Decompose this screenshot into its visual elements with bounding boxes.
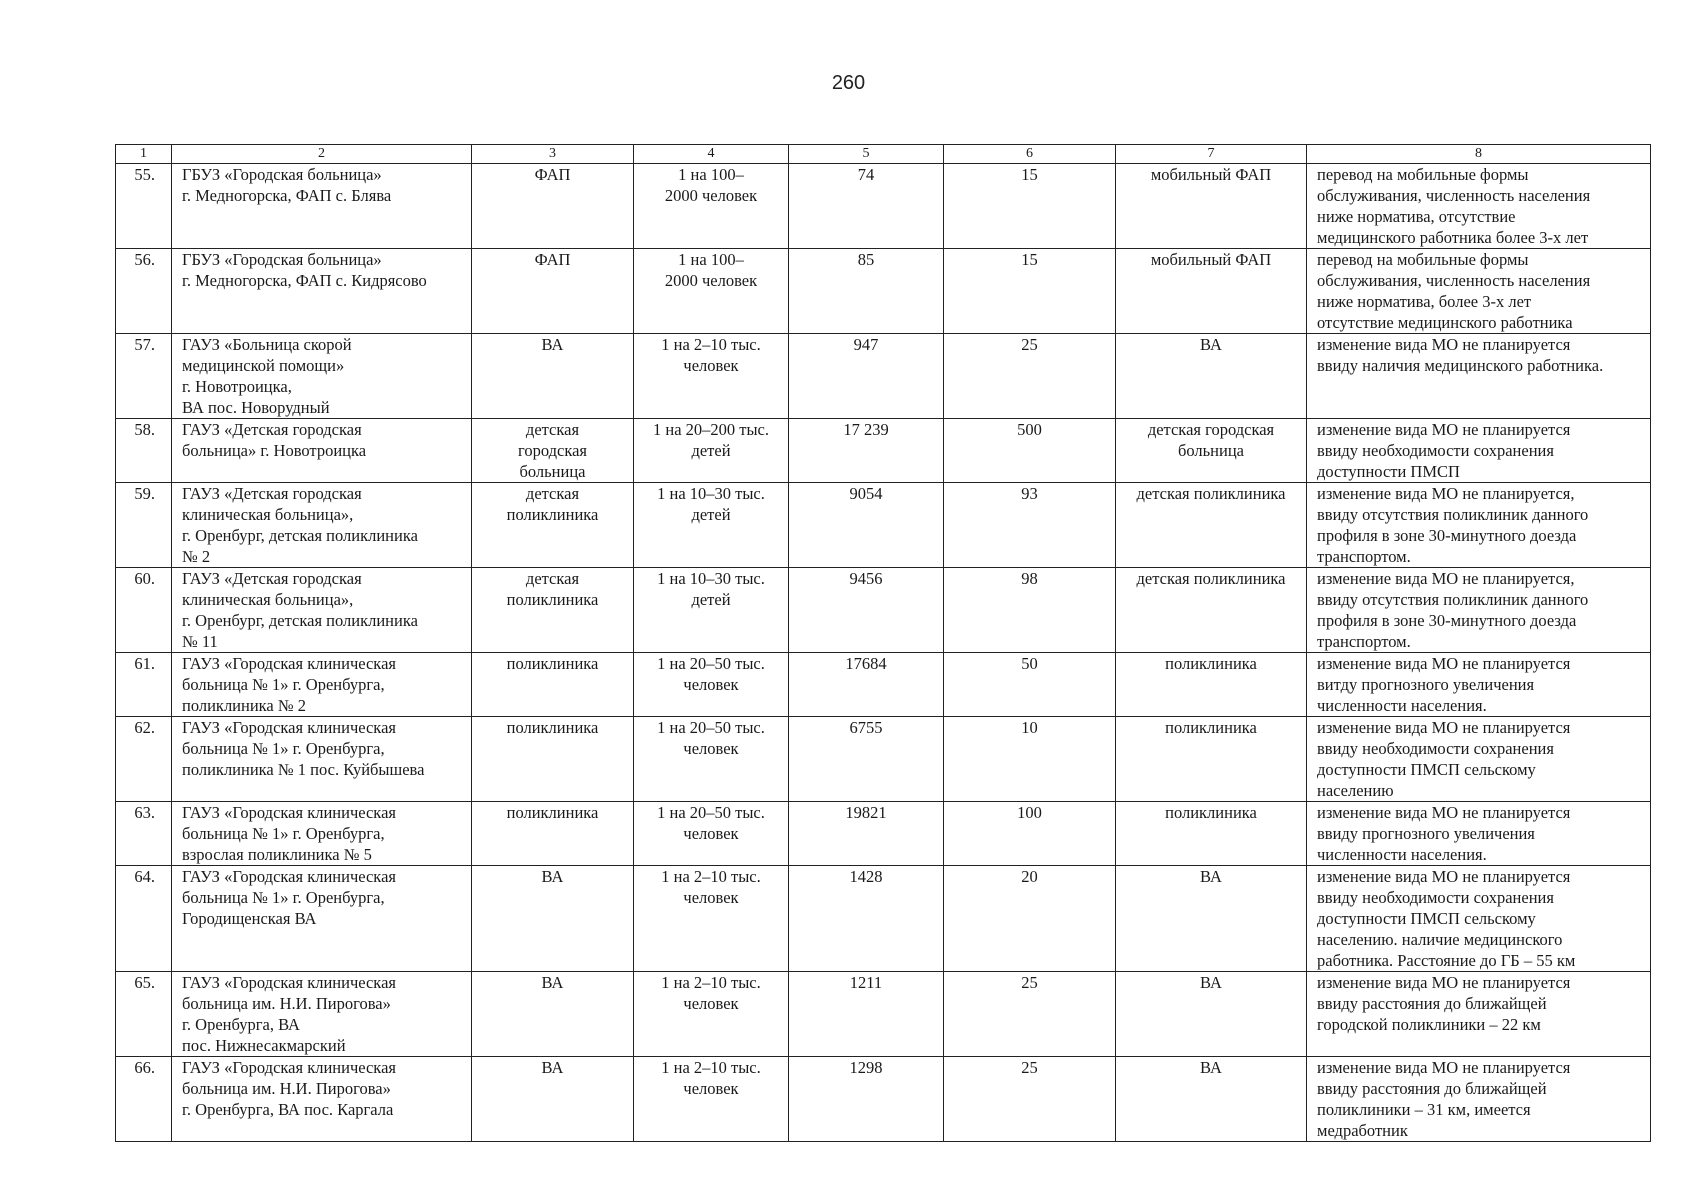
distance-cell: 10: [944, 717, 1116, 802]
new-facility-type-cell-line: ВА: [1200, 973, 1222, 992]
facility-type-cell-line: поликлиника: [506, 803, 599, 822]
organization-name-cell: [172, 972, 472, 1057]
comment-cell-line: численности населения.: [1317, 845, 1487, 864]
facility-type-cell-line: детская: [525, 484, 580, 503]
comment-cell: [1307, 249, 1651, 334]
comment-cell-line: доступности ПМСП сельскому: [1317, 909, 1536, 928]
table-row: [116, 1057, 1651, 1142]
norm-cell-line: 1 на 20–200 тыс.: [652, 420, 770, 439]
norm-cell: [634, 802, 789, 866]
facility-type-cell-line: поликлиника: [506, 654, 599, 673]
comment-cell: [1307, 164, 1651, 249]
organization-name-cell-line: г. Оренбург, детская поликлиника: [182, 526, 418, 545]
norm-cell-line: детей: [691, 590, 731, 609]
distance-cell: 15: [944, 164, 1116, 249]
norm-cell-line: 2000 человек: [664, 271, 758, 290]
norm-cell-line: детей: [691, 441, 731, 460]
row-number-cell: 63.: [116, 802, 172, 866]
row-number-cell: 60.: [116, 568, 172, 653]
comment-cell-line: профиля в зоне 30-минутного доезда: [1317, 526, 1577, 545]
new-facility-type-cell: [1116, 249, 1307, 334]
organization-name-cell-line: ГАУЗ «Больница скорой: [182, 335, 352, 354]
norm-cell: [634, 249, 789, 334]
page-number: 260: [831, 72, 866, 94]
norm-cell: [634, 1057, 789, 1142]
organization-name-cell-line: ГАУЗ «Детская городская: [182, 569, 362, 588]
comment-cell-line: обслуживания, численность населения: [1317, 271, 1591, 290]
distance-cell: 15: [944, 249, 1116, 334]
organization-name-cell: [172, 1057, 472, 1142]
comment-cell-line: изменение вида МО не планируется: [1317, 335, 1571, 354]
facility-type-cell-line: ВА: [541, 973, 564, 992]
population-cell: 1298: [789, 1057, 944, 1142]
comment-cell-line: изменение вида МО не планируется,: [1317, 569, 1575, 588]
facility-type-cell-line: ВА: [541, 1058, 564, 1077]
facility-type-cell: [472, 164, 634, 249]
new-facility-type-cell: [1116, 653, 1307, 717]
norm-cell-line: человек: [683, 675, 739, 694]
organization-name-cell: [172, 483, 472, 568]
column-number-3: 3: [472, 145, 634, 164]
column-number-6: 6: [944, 145, 1116, 164]
column-number-4: 4: [634, 145, 789, 164]
new-facility-type-cell: [1116, 334, 1307, 419]
new-facility-type-cell-line: детская городская: [1147, 420, 1275, 439]
new-facility-type-cell-line: мобильный ФАП: [1150, 250, 1272, 269]
column-number-1: 1: [116, 145, 172, 164]
table-row: [116, 164, 1651, 249]
comment-cell-line: изменение вида МО не планируется,: [1317, 484, 1575, 503]
organization-name-cell-line: клиническая больница»,: [182, 590, 354, 609]
comment-cell-line: работника. Расстояние до ГБ – 55 км: [1317, 951, 1576, 970]
new-facility-type-cell-line: ВА: [1200, 867, 1222, 886]
column-number-7: 7: [1116, 145, 1307, 164]
organization-name-cell-line: клиническая больница»,: [182, 505, 354, 524]
distance-cell: 500: [944, 419, 1116, 483]
norm-cell-line: 1 на 20–50 тыс.: [657, 803, 765, 822]
population-cell: 74: [789, 164, 944, 249]
facility-type-cell: [472, 419, 634, 483]
comment-cell-line: медицинского работника более 3-х лет: [1317, 228, 1589, 247]
organization-name-cell: [172, 568, 472, 653]
organization-name-cell-line: г. Оренбурга, ВА пос. Каргала: [182, 1100, 394, 1119]
comment-cell-line: перевод на мобильные формы: [1317, 165, 1529, 184]
norm-cell-line: 1 на 100–: [678, 250, 744, 269]
distance-cell: 100: [944, 802, 1116, 866]
row-number-cell: 56.: [116, 249, 172, 334]
organization-name-cell-line: больница № 1» г. Оренбурга,: [182, 888, 385, 907]
comment-cell-line: городской поликлиники – 22 км: [1317, 1015, 1541, 1034]
organization-name-cell-line: взрослая поликлиника № 5: [182, 845, 372, 864]
comment-cell-line: ввиду необходимости сохранения: [1317, 739, 1554, 758]
population-cell: 1428: [789, 866, 944, 972]
comment-cell-line: медработник: [1317, 1121, 1408, 1140]
new-facility-type-cell: [1116, 717, 1307, 802]
comment-cell-line: доступности ПМСП: [1317, 462, 1460, 481]
population-cell: 85: [789, 249, 944, 334]
comment-cell-line: населению. наличие медицинского: [1317, 930, 1563, 949]
comment-cell-line: отсутствие медицинского работника: [1317, 313, 1573, 332]
table-row: [116, 419, 1651, 483]
facility-type-cell: [472, 653, 634, 717]
norm-cell-line: 1 на 2–10 тыс.: [661, 335, 761, 354]
comment-cell-line: перевод на мобильные формы: [1317, 250, 1529, 269]
population-cell: 9054: [789, 483, 944, 568]
comment-cell-line: транспортом.: [1317, 632, 1411, 651]
distance-cell: 98: [944, 568, 1116, 653]
comment-cell-line: ввиду расстояния до ближайщей: [1317, 994, 1547, 1013]
norm-cell: [634, 866, 789, 972]
organization-name-cell-line: г. Оренбурга, ВА: [182, 1015, 300, 1034]
new-facility-type-cell-line: ВА: [1200, 335, 1222, 354]
row-number-cell: 62.: [116, 717, 172, 802]
norm-cell-line: 1 на 100–: [678, 165, 744, 184]
table-row: [116, 717, 1651, 802]
comment-cell: [1307, 419, 1651, 483]
comment-cell-line: ввиду наличия медицинского работника.: [1317, 356, 1604, 375]
organization-name-cell-line: ГАУЗ «Городская клиническая: [182, 1058, 396, 1077]
organization-name-cell: [172, 802, 472, 866]
comment-cell-line: ввиду отсутствия поликлиник данного: [1317, 505, 1589, 524]
comment-cell-line: ввиду необходимости сохранения: [1317, 888, 1554, 907]
population-cell: 947: [789, 334, 944, 419]
new-facility-type-cell-line: поликлиника: [1165, 654, 1257, 673]
norm-cell: [634, 334, 789, 419]
population-cell: 9456: [789, 568, 944, 653]
organization-name-cell-line: г. Медногорска, ФАП с. Кидрясово: [182, 271, 427, 290]
row-number-cell: 65.: [116, 972, 172, 1057]
norm-cell-line: 2000 человек: [664, 186, 758, 205]
facility-type-cell-line: детская: [525, 569, 580, 588]
norm-cell-line: 1 на 2–10 тыс.: [661, 1058, 761, 1077]
comment-cell-line: ниже норматива, отсутствие: [1317, 207, 1516, 226]
comment-cell-line: изменение вида МО не планируется: [1317, 718, 1571, 737]
organization-name-cell: [172, 717, 472, 802]
new-facility-type-cell-line: детская поликлиника: [1136, 569, 1286, 588]
comment-cell: [1307, 866, 1651, 972]
comment-cell-line: изменение вида МО не планируется: [1317, 1058, 1571, 1077]
population-cell: 17684: [789, 653, 944, 717]
organization-name-cell-line: ГАУЗ «Городская клиническая: [182, 654, 396, 673]
norm-cell-line: 1 на 20–50 тыс.: [657, 718, 765, 737]
comment-cell-line: витду прогнозного увеличения: [1317, 675, 1535, 694]
facility-type-cell-line: детская: [525, 420, 580, 439]
norm-cell: [634, 419, 789, 483]
organization-name-cell-line: ГАУЗ «Детская городская: [182, 484, 362, 503]
norm-cell: [634, 483, 789, 568]
organization-name-cell-line: медицинской помощи»: [182, 356, 345, 375]
facility-type-cell: [472, 483, 634, 568]
organization-name-cell: [172, 164, 472, 249]
table-row: [116, 334, 1651, 419]
column-number-5: 5: [789, 145, 944, 164]
comment-cell: [1307, 802, 1651, 866]
organization-name-cell-line: пос. Нижнесакмарский: [182, 1036, 346, 1055]
column-number-2: 2: [172, 145, 472, 164]
comment-cell-line: изменение вида МО не планируется: [1317, 420, 1571, 439]
comment-cell-line: поликлиники – 31 км, имеется: [1317, 1100, 1531, 1119]
comment-cell-line: изменение вида МО не планируется: [1317, 973, 1571, 992]
norm-cell: [634, 717, 789, 802]
table-row: [116, 802, 1651, 866]
norm-cell-line: человек: [683, 888, 739, 907]
comment-cell-line: изменение вида МО не планируется: [1317, 654, 1571, 673]
table-row: [116, 653, 1651, 717]
norm-cell-line: 1 на 20–50 тыс.: [657, 654, 765, 673]
comment-cell: [1307, 972, 1651, 1057]
facility-type-cell: [472, 866, 634, 972]
facility-type-cell: [472, 568, 634, 653]
organization-name-cell-line: ГАУЗ «Детская городская: [182, 420, 362, 439]
comment-cell: [1307, 717, 1651, 802]
facility-type-cell-line: больница: [519, 462, 586, 481]
distance-cell: 93: [944, 483, 1116, 568]
organization-name-cell-line: Городищенская ВА: [182, 909, 317, 928]
norm-cell-line: детей: [691, 505, 731, 524]
comment-cell-line: ввиду необходимости сохранения: [1317, 441, 1554, 460]
comment-cell-line: обслуживания, численность населения: [1317, 186, 1591, 205]
table-row: [116, 483, 1651, 568]
organization-name-cell-line: ГАУЗ «Городская клиническая: [182, 867, 396, 886]
table-row: [116, 866, 1651, 972]
comment-cell: [1307, 568, 1651, 653]
facility-type-cell-line: ФАП: [534, 250, 571, 269]
row-number-cell: 61.: [116, 653, 172, 717]
row-number-cell: 57.: [116, 334, 172, 419]
facility-type-cell-line: ВА: [541, 335, 564, 354]
medical-organizations-table: [115, 144, 1651, 1142]
norm-cell: [634, 568, 789, 653]
facility-type-cell: [472, 1057, 634, 1142]
new-facility-type-cell-line: ВА: [1200, 1058, 1222, 1077]
norm-cell-line: человек: [683, 824, 739, 843]
facility-type-cell-line: ВА: [541, 867, 564, 886]
organization-name-cell-line: больница № 1» г. Оренбурга,: [182, 824, 385, 843]
comment-cell-line: ввиду прогнозного увеличения: [1317, 824, 1535, 843]
comment-cell: [1307, 653, 1651, 717]
organization-name-cell-line: больница им. Н.И. Пирогова»: [182, 994, 391, 1013]
new-facility-type-cell: [1116, 972, 1307, 1057]
norm-cell-line: 1 на 2–10 тыс.: [661, 867, 761, 886]
new-facility-type-cell: [1116, 164, 1307, 249]
facility-type-cell: [472, 717, 634, 802]
comment-cell-line: доступности ПМСП сельскому: [1317, 760, 1536, 779]
table-row: [116, 972, 1651, 1057]
organization-name-cell-line: г. Оренбург, детская поликлиника: [182, 611, 418, 630]
new-facility-type-cell-line: больница: [1178, 441, 1244, 460]
norm-cell-line: человек: [683, 1079, 739, 1098]
column-number-row: [116, 145, 1651, 164]
population-cell: 17 239: [789, 419, 944, 483]
comment-cell-line: ввиду отсутствия поликлиник данного: [1317, 590, 1589, 609]
new-facility-type-cell-line: детская поликлиника: [1136, 484, 1286, 503]
comment-cell-line: численности населения.: [1317, 696, 1487, 715]
norm-cell-line: человек: [683, 356, 739, 375]
organization-name-cell-line: поликлиника № 2: [182, 696, 306, 715]
organization-name-cell-line: больница № 1» г. Оренбурга,: [182, 675, 385, 694]
norm-cell-line: человек: [683, 994, 739, 1013]
distance-cell: 50: [944, 653, 1116, 717]
organization-name-cell: [172, 249, 472, 334]
new-facility-type-cell-line: мобильный ФАП: [1150, 165, 1272, 184]
facility-type-cell: [472, 802, 634, 866]
facility-type-cell-line: поликлиника: [506, 590, 599, 609]
comment-cell-line: населению: [1317, 781, 1394, 800]
comment-cell-line: изменение вида МО не планируется: [1317, 867, 1571, 886]
norm-cell-line: 1 на 2–10 тыс.: [661, 973, 761, 992]
organization-name-cell-line: поликлиника № 1 пос. Куйбышева: [182, 760, 425, 779]
facility-type-cell: [472, 972, 634, 1057]
comment-cell-line: ниже норматива, более 3-х лет: [1317, 292, 1532, 311]
facility-type-cell: [472, 249, 634, 334]
comment-cell: [1307, 1057, 1651, 1142]
norm-cell: [634, 164, 789, 249]
organization-name-cell-line: № 2: [182, 547, 211, 566]
organization-name-cell-line: № 11: [182, 632, 218, 651]
norm-cell: [634, 653, 789, 717]
organization-name-cell-line: ГБУЗ «Городская больница»: [182, 165, 382, 184]
new-facility-type-cell-line: поликлиника: [1165, 718, 1257, 737]
row-number-cell: 64.: [116, 866, 172, 972]
organization-name-cell-line: ГБУЗ «Городская больница»: [182, 250, 382, 269]
organization-name-cell-line: ГАУЗ «Городская клиническая: [182, 803, 396, 822]
organization-name-cell-line: г. Новотроицка,: [182, 377, 292, 396]
organization-name-cell: [172, 419, 472, 483]
facility-type-cell-line: ФАП: [534, 165, 571, 184]
new-facility-type-cell-line: поликлиника: [1165, 803, 1257, 822]
organization-name-cell-line: больница № 1» г. Оренбурга,: [182, 739, 385, 758]
comment-cell-line: профиля в зоне 30-минутного доезда: [1317, 611, 1577, 630]
organization-name-cell: [172, 334, 472, 419]
facility-type-cell-line: поликлиника: [506, 718, 599, 737]
organization-name-cell-line: ГАУЗ «Городская клиническая: [182, 718, 396, 737]
row-number-cell: 66.: [116, 1057, 172, 1142]
norm-cell-line: 1 на 10–30 тыс.: [657, 569, 765, 588]
new-facility-type-cell: [1116, 483, 1307, 568]
organization-name-cell: [172, 866, 472, 972]
row-number-cell: 59.: [116, 483, 172, 568]
comment-cell-line: ввиду расстояния до ближайщей: [1317, 1079, 1547, 1098]
new-facility-type-cell: [1116, 568, 1307, 653]
table-row: [116, 249, 1651, 334]
table-body: [116, 145, 1651, 1142]
distance-cell: 25: [944, 1057, 1116, 1142]
row-number-cell: 55.: [116, 164, 172, 249]
distance-cell: 25: [944, 972, 1116, 1057]
distance-cell: 20: [944, 866, 1116, 972]
facility-type-cell-line: поликлиника: [506, 505, 599, 524]
organization-name-cell-line: больница им. Н.И. Пирогова»: [182, 1079, 391, 1098]
norm-cell-line: 1 на 10–30 тыс.: [657, 484, 765, 503]
organization-name-cell-line: больница» г. Новотроицка: [182, 441, 367, 460]
comment-cell: [1307, 483, 1651, 568]
new-facility-type-cell: [1116, 1057, 1307, 1142]
organization-name-cell-line: г. Медногорска, ФАП с. Блява: [182, 186, 392, 205]
norm-cell: [634, 972, 789, 1057]
population-cell: 6755: [789, 717, 944, 802]
norm-cell-line: человек: [683, 739, 739, 758]
organization-name-cell-line: ГАУЗ «Городская клиническая: [182, 973, 396, 992]
column-number-8: 8: [1307, 145, 1651, 164]
organization-name-cell: [172, 653, 472, 717]
population-cell: 19821: [789, 802, 944, 866]
comment-cell-line: изменение вида МО не планируется: [1317, 803, 1571, 822]
new-facility-type-cell: [1116, 802, 1307, 866]
comment-cell: [1307, 334, 1651, 419]
population-cell: 1211: [789, 972, 944, 1057]
facility-type-cell: [472, 334, 634, 419]
new-facility-type-cell: [1116, 419, 1307, 483]
facility-type-cell-line: городская: [517, 441, 588, 460]
comment-cell-line: транспортом.: [1317, 547, 1411, 566]
distance-cell: 25: [944, 334, 1116, 419]
table-row: [116, 568, 1651, 653]
row-number-cell: 58.: [116, 419, 172, 483]
organization-name-cell-line: ВА пос. Новорудный: [182, 398, 330, 417]
new-facility-type-cell: [1116, 866, 1307, 972]
